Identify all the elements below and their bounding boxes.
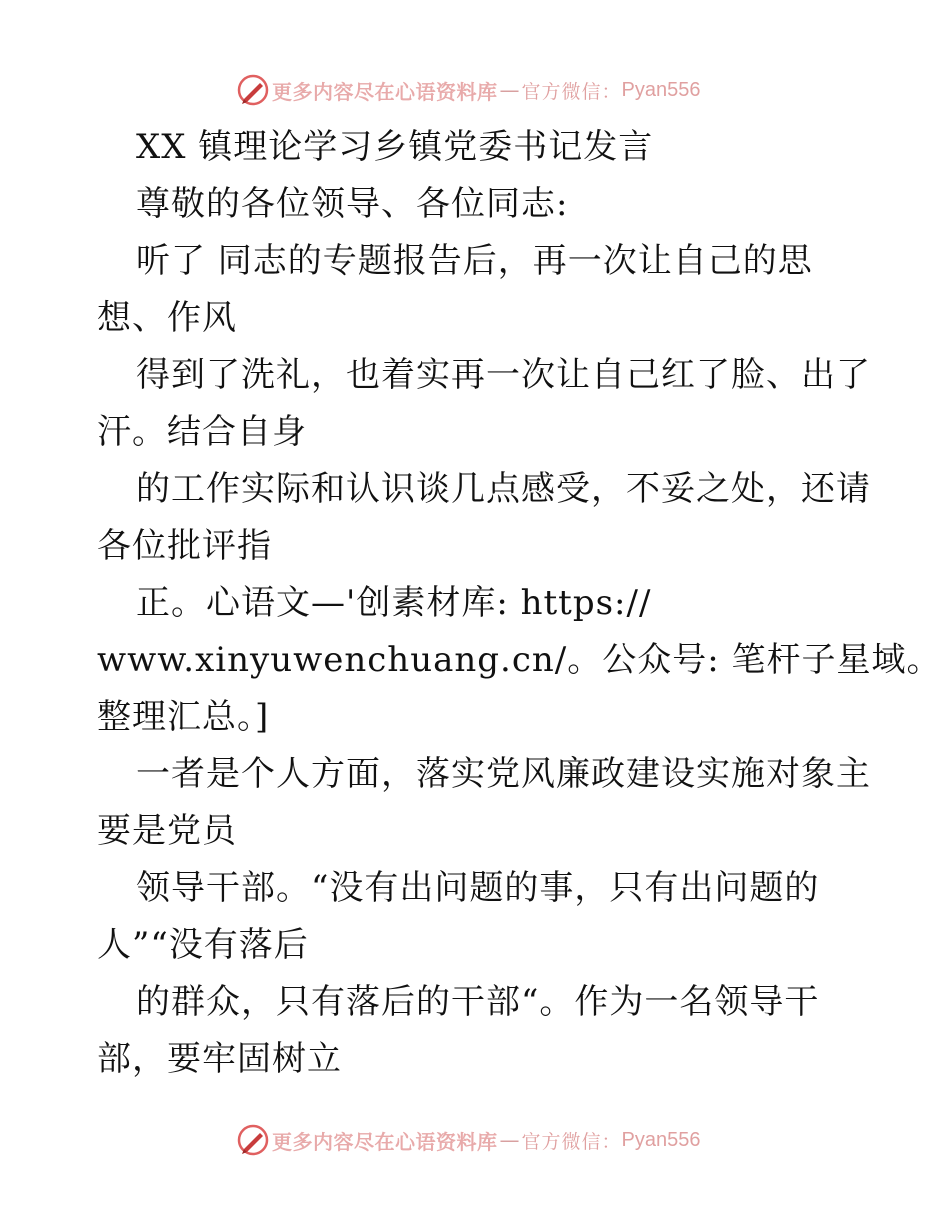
paragraph-line: 汗。结合自身 bbox=[97, 412, 307, 452]
paragraph-line: 各位批评指 bbox=[97, 526, 272, 566]
watermark-footer bbox=[236, 1122, 700, 1158]
pen-logo-icon bbox=[236, 1123, 270, 1157]
paragraph-line: 的群众，只有落后的干部“。作为一名领导干 bbox=[136, 982, 820, 1022]
paragraph-line: 领导干部。“没有出问题的事，只有出问题的 bbox=[136, 868, 820, 908]
watermark-slogan: 更多内容尽在心语资料库 bbox=[272, 79, 498, 104]
watermark-contact-label: 官方微信： bbox=[521, 80, 622, 103]
paragraph-line: 一者是个人方面，落实党风廉政建设实施对象主 bbox=[136, 754, 871, 794]
document-title: XX 镇理论学习乡镇党委书记发言 bbox=[136, 127, 654, 167]
url-line: www.xinyuwenchuang.cn/。公众号: 笔杆子星域。 bbox=[97, 640, 942, 680]
watermark-dash: — bbox=[499, 1128, 520, 1152]
salutation-line: 尊敬的各位领导、各位同志: bbox=[136, 184, 569, 224]
paragraph-line: 正。心语文—'创素材库: https:// bbox=[136, 583, 652, 623]
paragraph-line: 听了 同志的专题报告后，再一次让自己的思 bbox=[136, 241, 813, 281]
watermark-contact-id: Pyan556 bbox=[621, 78, 701, 101]
watermark-dash: — bbox=[499, 78, 520, 102]
pen-logo-icon bbox=[236, 73, 270, 107]
watermark-slogan: 更多内容尽在心语资料库 bbox=[272, 1129, 498, 1154]
paragraph-line: 想、作风 bbox=[97, 298, 237, 338]
watermark-contact-id: Pyan556 bbox=[621, 1128, 701, 1151]
paragraph-line: 部，要牢固树立 bbox=[97, 1039, 342, 1079]
paragraph-line: 要是党员 bbox=[97, 811, 237, 851]
watermark-contact-label: 官方微信： bbox=[521, 1130, 622, 1153]
paragraph-line: 的工作实际和认识谈几点感受，不妥之处，还请 bbox=[136, 469, 871, 509]
paragraph-line: 人”“没有落后 bbox=[97, 925, 309, 965]
watermark-header bbox=[236, 72, 700, 108]
paragraph-line: 整理汇总。] bbox=[97, 697, 270, 737]
paragraph-line: 得到了洗礼，也着实再一次让自己红了脸、出了 bbox=[136, 355, 871, 395]
document-body bbox=[97, 119, 942, 1088]
